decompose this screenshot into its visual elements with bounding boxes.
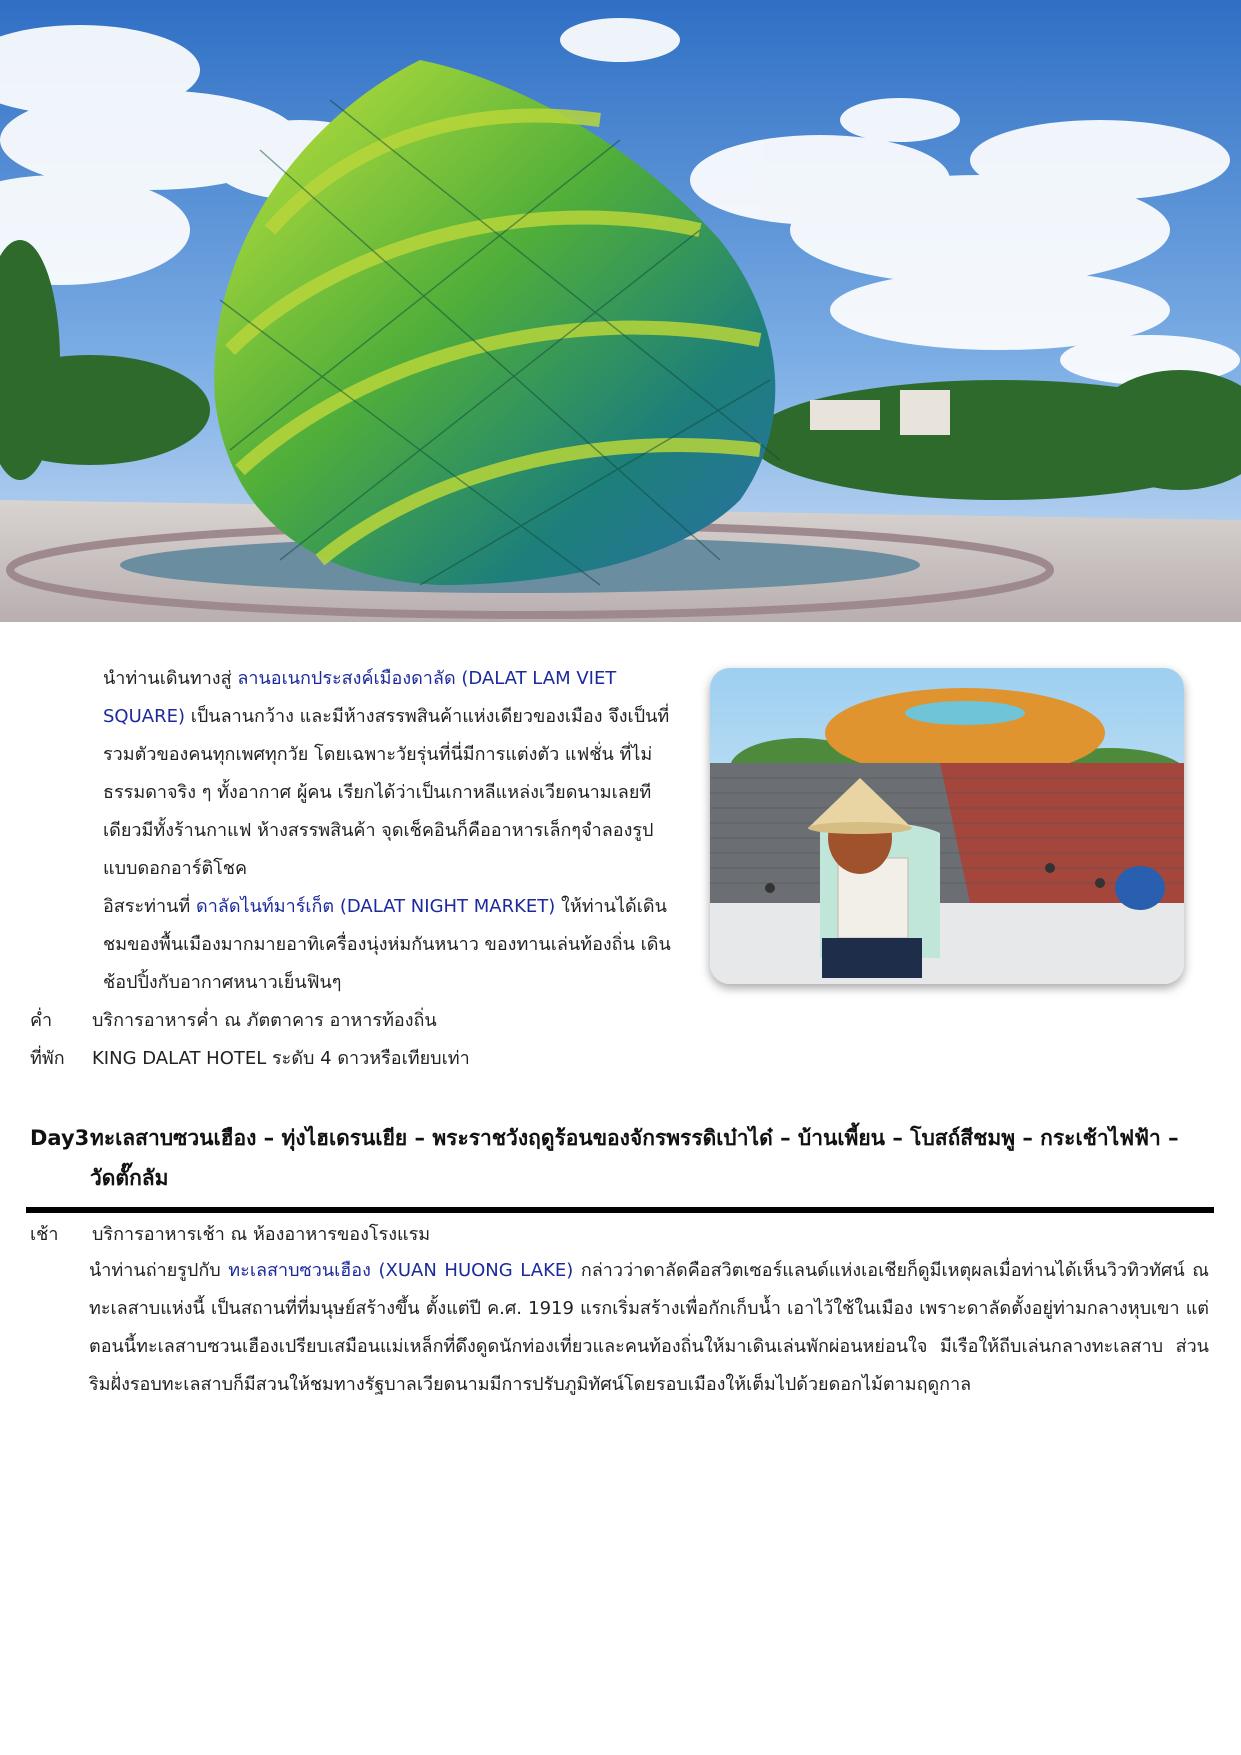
day-title: ทะเลสาบซวนเฮือง – ทุ่งไฮเดรนเยีย – พระราชวังฤดูร้อนของจักรพรรดิเบ๋าได๋ – บ้านเพี้ยน – โบสถ์สีชมพู – กระเช้าไฟฟ้า – วัดตั๊กลัม — [90, 1126, 1179, 1190]
hotel-text: KING DALAT HOTEL ระดับ 4 ดาวหรือเทียบเท่า — [92, 1048, 470, 1069]
hotel-label: ที่พัก — [30, 1048, 65, 1069]
breakfast-label: เช้า — [30, 1224, 59, 1245]
dinner-row — [30, 1002, 437, 1040]
intro-paragraph-night-market: อิสระท่านที่ ดาลัดไนท์มาร์เก็ต (DALAT NIGHT MARKET) ให้ท่านได้เดินชมของพื้นเมืองมากมายอาทิเครื่องนุ่งห่มกันหนาว ของทานเล่นท้องถิ่น เดินช้อปปิ้งกับอากาศหนาวเย็นฟินๆ — [103, 896, 671, 993]
dinner-text: บริการอาหารค่ำ ณ ภัตตาคาร อาหารท้องถิ่น — [92, 1010, 437, 1031]
side-photo — [710, 668, 1184, 984]
intro-paragraph-lam-viet: นำท่านเดินทางสู่ ลานอเนกประสงค์เมืองดาลัด (DALAT LAM VIET SQUARE) เป็นลานกว้าง และมีห้างสรรพสินค้าแห่งเดียวของเมือง จึงเป็นที่รวมตัวของคนทุกเพศทุกวัย โดยเฉพาะวัยรุ่นที่นี่มีการแต่งตัว แฟชั่น ที่ไม่ธรรมดาจริง ๆ ทั้งอากาศ ผู้คน เรียกได้ว่าเป็นเกาหลีแหล่งเวียดนามเลยทีเดียวมีทั้งร้านกาแฟ ห้างสรรพสินค้า จุดเช็คอินก็คืออาหารเล็กๆจำลองรูปแบบดอกอาร์ติโชค — [103, 668, 670, 879]
xuan-huong-lake-link: ทะเลสาบซวนเฮือง (XUAN HUONG LAKE) — [228, 1260, 574, 1281]
lam-viet-square-link: ลานอเนกประสงค์เมืองดาลัด (DALAT LAM VIET SQUARE) — [103, 668, 617, 727]
breakfast-text: บริการอาหารเช้า ณ ห้องอาหารของโรงแรม — [92, 1224, 431, 1245]
intro-text — [103, 660, 683, 1002]
traveler-conical-hat-photo-icon — [710, 668, 1184, 984]
dinner-label: ค่ำ — [30, 1010, 53, 1031]
hotel-row — [30, 1040, 470, 1078]
breakfast-row — [30, 1216, 430, 1254]
day-heading — [30, 1118, 1210, 1198]
heading-divider — [26, 1207, 1214, 1213]
xuan-huong-paragraph: นำท่านถ่ายรูปกับ ทะเลสาบซวนเฮือง (XUAN HUONG LAKE) กล่าวว่าดาลัดคือสวิตเซอร์แลนด์แห่งเอเชียก็ดูมีเหตุผลเมื่อท่านได้เห็นวิวทิวทัศน์ ณ ทะเลสาบแห่งนี้ เป็นสถานที่ที่มนุษย์สร้างขึ้น ตั้งแต่ปี ค.ศ. 1919 แรกเริ่มสร้างเพื่อกักเก็บน้ำ เอาไว้ใช้ในเมือง เพราะดาลัดตั้งอยู่ท่ามกลางหุบเขา แต่ตอนนี้ทะเลสาบซวนเฮืองเปรียบเสมือนแม่เหล็กที่ดึงดูดนักท่องเที่ยวและคนท้องถิ่นให้มาเดินเล่นพักผ่อนหย่อนใจ มีเรือให้ถีบเล่นกลางทะเลสาบ ส่วนริมฝั่งรอบทะเลสาบก็มีสวนให้ชมทางรัฐบาลเวียดนามมีการปรับภูมิทัศน์โดยรอบเมืองให้เต็มไปด้วยดอกไม้ตามฤดูกาล — [89, 1260, 1209, 1395]
night-market-link: ดาลัดไนท์มาร์เก็ต (DALAT NIGHT MARKET) — [196, 896, 556, 917]
glass-flower-building-photo-icon — [0, 0, 1241, 622]
hero-photo — [0, 0, 1241, 622]
day-label: Day3 — [30, 1126, 90, 1150]
